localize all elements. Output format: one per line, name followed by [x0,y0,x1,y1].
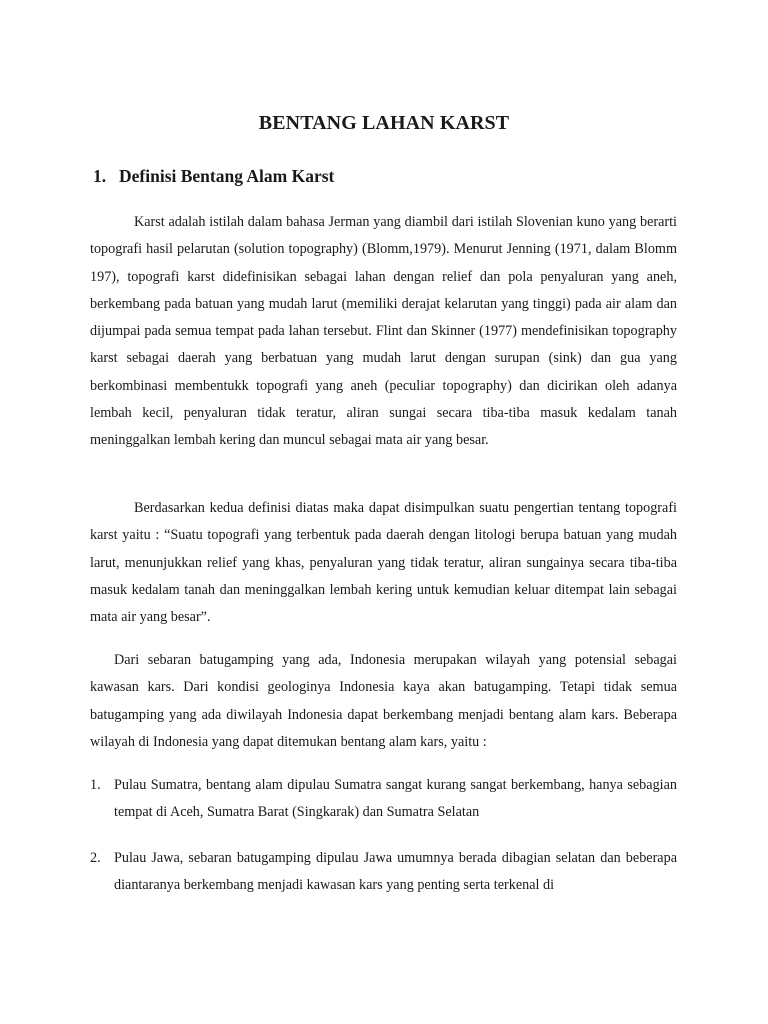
list-marker: 2. [90,849,101,866]
paragraph-conclusion: Berdasarkan kedua definisi diatas maka dapat disimpulkan suatu pengertian tentang topografi karst yaitu : “Suatu topografi yang terbentuk pada daerah dengan litologi berupa batuan yang mudah larut, menunjukkan relief yang khas, penyaluran yang tidak teratur, aliran sungainya secara tiba-tiba masuk kedalam tanah dan meninggalkan lembah kering untuk kemudian keluar ditempat lain sebagai mata air yang besar”. [90,500,677,626]
list-marker: 1. [90,777,101,793]
section-heading-text: Definisi Bentang Alam Karst [119,166,335,186]
document-title: BENTANG LAHAN KARST [258,112,510,134]
section-number: 1. [93,166,107,186]
region-list [90,772,677,899]
list-item [90,772,677,827]
paragraph-distribution: Dari sebaran batugamping yang ada, Indonesia merupakan wilayah yang potensial sebagai kawasan kars. Dari kondisi geologinya Indonesia kaya akan batugamping. Tetapi tidak semua batugamping yang ada diwilayah Indonesia dapat berkembang menjadi bentang alam kars. Beberapa wilayah di Indonesia yang dapat ditemukan bentang alam kars, yaitu : [90,652,677,750]
list-item [90,845,677,900]
list-item-text: Pulau Sumatra, bentang alam dipulau Sumatra sangat kurang sangat berkembang, hanya sebagian tempat di Aceh, Sumatra Barat (Singkarak) dan Sumatra Selatan [114,777,677,821]
section-heading [93,166,334,187]
paragraph-definition: Karst adalah istilah dalam bahasa Jerman yang diambil dari istilah Slovenian kuno yang berarti topografi hasil pelarutan (solution topography) (Blomm,1979). Menurut Jenning (1971, dalam Blomm 197), topografi karst didefinisikan sebagai lahan dengan relief dan pola penyaluran yang aneh, berkembang pada batuan yang mudah larut (memiliki derajat kelarutan yang tinggi) pada air alam dan dijumpai pada semua tempat pada lahan tersebut. Flint dan Skinner (1977) mendefinisikan topography karst sebagai daerah yang berbatuan yang mudah larut dengan surupan (sink) dan gua yang berkombinasi membentukk topografi yang aneh (peculiar topography) dan dicirikan oleh adanya lembah kecil, penyaluran tidak teratur, aliran sungai secara tiba-tiba masuk kedalam tanah meninggalkan lembah kering dan muncul sebagai mata air yang besar. [90,214,677,449]
list-item-text: Pulau Jawa, sebaran batugamping dipulau Jawa umumnya berada dibagian selatan dan beberapa diantaranya berkembang menjadi kawasan kars yang penting serta terkenal di [114,849,677,893]
